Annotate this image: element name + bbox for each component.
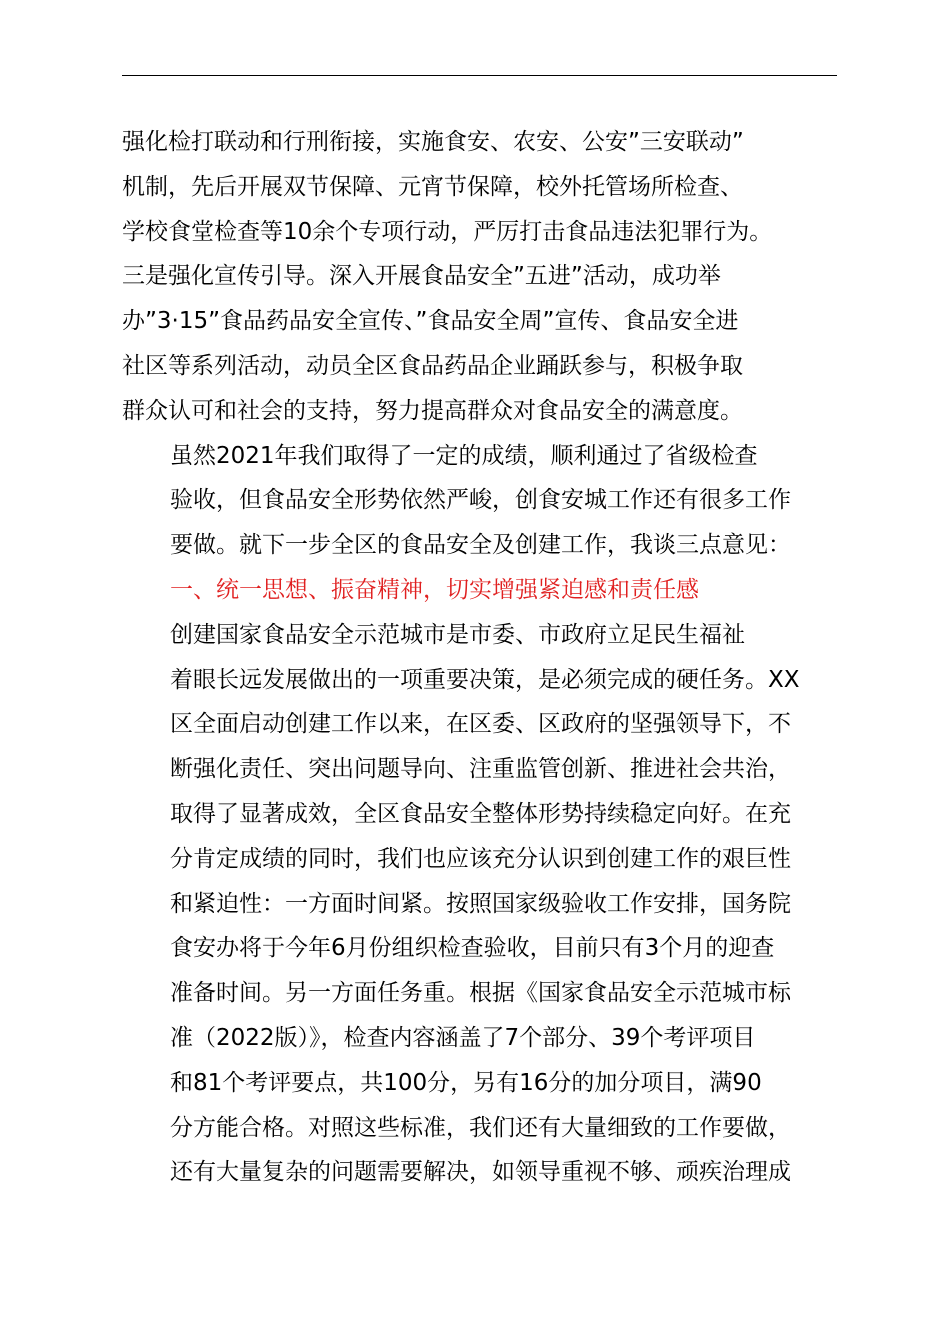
paragraph xyxy=(122,120,842,254)
text-line: 分方能合格。对照这些标准，我们还有大量细致的工作要做， xyxy=(170,1114,791,1141)
text-line: 三是强化宣传引导。深入开展食品安全”五进”活动，成功举 xyxy=(122,263,721,290)
document-body xyxy=(122,120,842,1195)
text-line: 强化检打联动和行刑衔接，实施食安、农安、公安”三安联动” xyxy=(122,129,744,155)
text-line: 区全面启动创建工作以来，在区委、区政府的坚强领导下，不 xyxy=(170,711,791,738)
text-line: 断强化责任、突出问题导向、注重监管创新、推进社会共治， xyxy=(170,756,791,783)
header-rule xyxy=(122,75,837,76)
section-heading xyxy=(122,568,842,613)
text-line: 食安办将于今年6月份组织检查验收，目前只有3个月的迎查 xyxy=(170,935,775,962)
paragraph xyxy=(122,254,842,433)
text-line: 和81个考评要点，共100分，另有16分的加分项目，满90 xyxy=(170,1069,762,1096)
text-line: 社区等系列活动，动员全区食品药品企业踊跃参与，积极争取 xyxy=(122,352,743,379)
text-line: 学校食堂检查等10余个专项行动，严厉打击食品违法犯罪行为。 xyxy=(122,218,773,245)
text-line: 办”3·15”食品药品安全宣传、”食品安全周”宣传、食品安全进 xyxy=(122,308,739,335)
text-line: 准备时间。另一方面任务重。根据《国家食品安全示范城市标 xyxy=(170,980,791,1007)
text-line: 群众认可和社会的支持，努力提高群众对食品安全的满意度。 xyxy=(122,397,743,424)
text-line: 分肯定成绩的同时，我们也应该充分认识到创建工作的艰巨性 xyxy=(170,845,791,872)
text-line: 还有大量复杂的问题需要解决，如领导重视不够、顽疾治理成 xyxy=(170,1159,791,1186)
text-line: 机制，先后开展双节保障、元宵节保障，校外托管场所检查、 xyxy=(122,173,743,200)
text-line: 取得了显著成效，全区食品安全整体形势持续稳定向好。在充 xyxy=(170,800,791,827)
text-line: 和紧迫性：一方面时间紧。按照国家级验收工作安排，国务院 xyxy=(170,890,791,917)
text-line: 准（2022版）》，检查内容涵盖了7个部分、39个考评项目 xyxy=(170,1024,756,1051)
text-line: 要做。就下一步全区的食品安全及创建工作，我谈三点意见： xyxy=(170,532,791,559)
text-line: 一、统一思想、振奋精神，切实增强紧迫感和责任感 xyxy=(170,576,699,603)
text-line: 验收，但食品安全形势依然严峻，创食安城工作还有很多工作 xyxy=(170,487,791,514)
text-line: 着眼长远发展做出的一项重要决策，是必须完成的硬任务。XX xyxy=(170,666,800,693)
text-line: 虽然2021年我们取得了一定的成绩，顺利通过了省级检查 xyxy=(170,442,758,469)
paragraph xyxy=(122,434,842,568)
text-line: 创建国家食品安全示范城市是市委、市政府立足民生福祉 xyxy=(170,621,745,648)
paragraph xyxy=(122,613,842,1195)
